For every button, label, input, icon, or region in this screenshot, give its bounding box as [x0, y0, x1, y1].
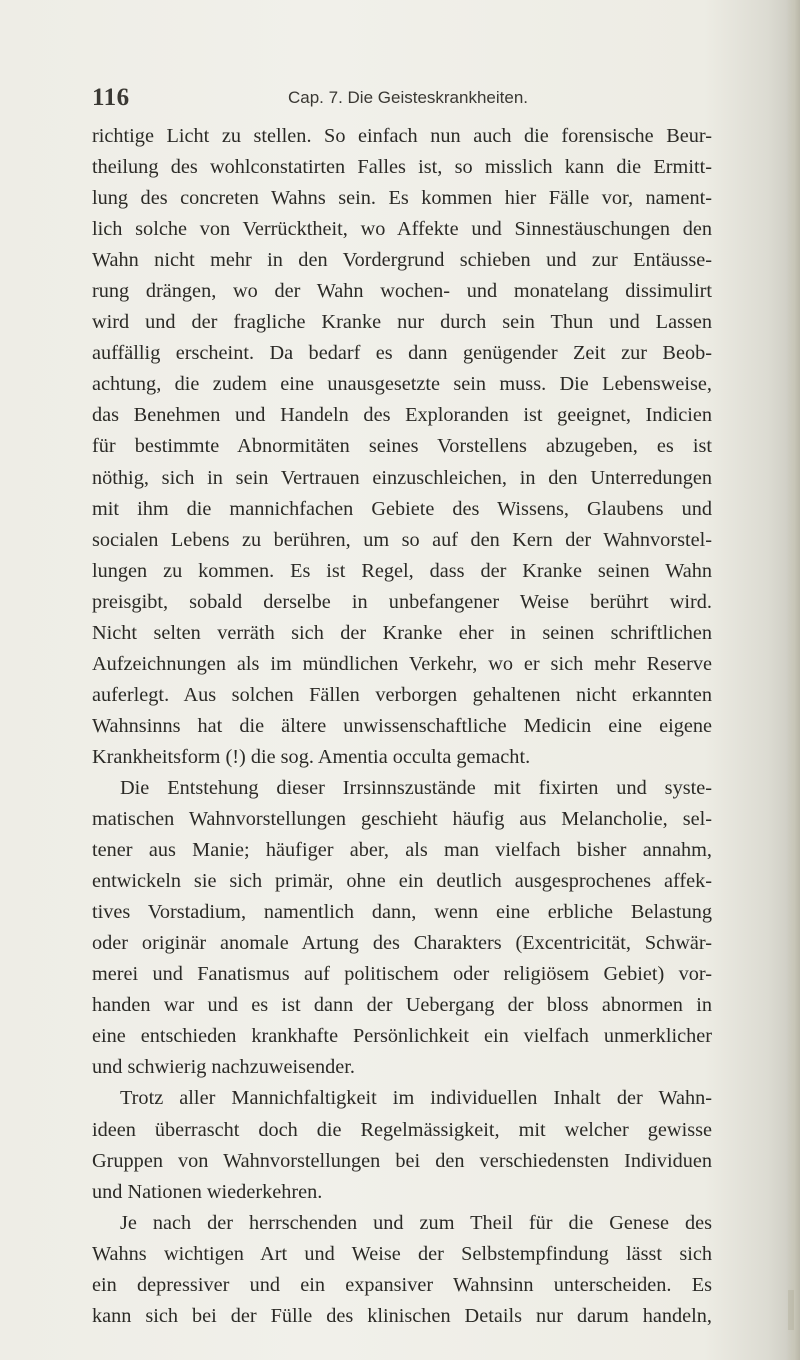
text-line: Nicht selten verräth sich der Kranke eher in seinen schriftlichen: [92, 621, 712, 644]
text-line: achtung, die zudem eine unausgesetzte sein muss. Die Lebensweise,: [92, 373, 712, 396]
paragraph-start-line: Die Entstehung dieser Irrsinnszustände mit fixirten und syste-: [120, 776, 712, 799]
page-edge-shadow: [786, 0, 800, 1360]
text-line: oder originär anomale Artung des Charakters (Excentricität, Schwär-: [92, 932, 712, 955]
text-line: entwickeln sie sich primär, ohne ein deutlich ausgesprochenes affek-: [92, 870, 712, 893]
paragraph-start-line: Trotz aller Mannichfaltigkeit im individuellen Inhalt der Wahn-: [120, 1087, 712, 1110]
paragraph-start-line: Je nach der herrschenden und zum Theil für die Genese des: [120, 1211, 712, 1234]
text-line: lich solche von Verrücktheit, wo Affekte und Sinnestäuschungen den: [92, 218, 712, 241]
page-header: [92, 84, 712, 118]
text-line: lungen zu kommen. Es ist Regel, dass der Kranke seinen Wahn: [92, 559, 712, 582]
text-line: kann sich bei der Fülle des klinischen Details nur darum handeln,: [92, 1304, 712, 1327]
paragraph-end-line: und schwierig nachzuweisender.: [92, 1056, 356, 1079]
text-line: richtige Licht zu stellen. So einfach nun auch die forensische Beur-: [92, 125, 712, 147]
body-text: [92, 121, 712, 1332]
page-number: 116: [92, 84, 130, 111]
text-line: auffällig erscheint. Da bedarf es dann genügender Zeit zur Beob-: [92, 342, 712, 365]
text-line: auferlegt. Aus solchen Fällen verborgen gehaltenen nicht erkannten: [92, 683, 712, 706]
text-line: Wahnsinns hat die ältere unwissenschaftliche Medicin eine eigene: [92, 714, 712, 737]
text-line: ein depressiver und ein expansiver Wahnsinn unterscheiden. Es: [92, 1273, 712, 1296]
text-line: nöthig, sich in sein Vertrauen einzuschleichen, in den Unterredungen: [92, 466, 712, 489]
text-line: mit ihm die mannichfachen Gebiete des Wissens, Glaubens und: [92, 497, 712, 520]
text-line: socialen Lebens zu berühren, um so auf den Kern der Wahnvorstel-: [92, 528, 712, 551]
text-line: für bestimmte Abnormitäten seines Vorstellens abzugeben, es ist: [92, 435, 712, 458]
text-line: tener aus Manie; häufiger aber, als man vielfach bisher annahm,: [92, 839, 712, 862]
text-line: matischen Wahnvorstellungen geschieht häufig aus Melancholie, sel-: [92, 808, 712, 831]
text-line: rung drängen, wo der Wahn wochen- und monatelang dissimulirt: [92, 280, 712, 303]
paragraph-end-line: und Nationen wiederkehren.: [92, 1180, 323, 1203]
text-line: wird und der fragliche Kranke nur durch sein Thun und Lassen: [92, 311, 712, 334]
text-line: das Benehmen und Handeln des Exploranden ist geeignet, Indicien: [92, 404, 712, 427]
running-title: Cap. 7. Die Geisteskrankheiten.: [288, 88, 529, 107]
text-line: preisgibt, sobald derselbe in unbefangener Weise berührt wird.: [92, 590, 712, 613]
text-line: merei und Fanatismus auf politischem oder religiösem Gebiet) vor-: [92, 963, 712, 986]
paragraph-end-line: Krankheitsform (!) die sog. Amentia occulta gemacht.: [92, 745, 531, 768]
text-line: Gruppen von Wahnvorstellungen bei den verschiedensten Individuen: [92, 1149, 712, 1172]
text-line: Wahn nicht mehr in den Vordergrund schieben und zur Entäusse-: [92, 249, 712, 272]
text-line: ideen überrascht doch die Regelmässigkeit, mit welcher gewisse: [92, 1118, 712, 1141]
text-line: Wahns wichtigen Art und Weise der Selbstempfindung lässt sich: [92, 1242, 712, 1265]
text-line: theilung des wohlconstatirten Falles ist, so misslich kann die Ermitt-: [92, 156, 712, 179]
text-line: tives Vorstadium, namentlich dann, wenn eine erbliche Belastung: [92, 901, 712, 924]
text-line: lung des concreten Wahns sein. Es kommen hier Fälle vor, nament-: [92, 187, 712, 210]
text-line: handen war und es ist dann der Uebergang der bloss abnormen in: [92, 994, 712, 1017]
text-line: eine entschieden krankhafte Persönlichkeit ein vielfach unmerklicher: [92, 1025, 712, 1048]
paper-stain: [788, 1290, 794, 1330]
text-line: Aufzeichnungen als im mündlichen Verkehr, wo er sich mehr Reserve: [92, 652, 712, 675]
